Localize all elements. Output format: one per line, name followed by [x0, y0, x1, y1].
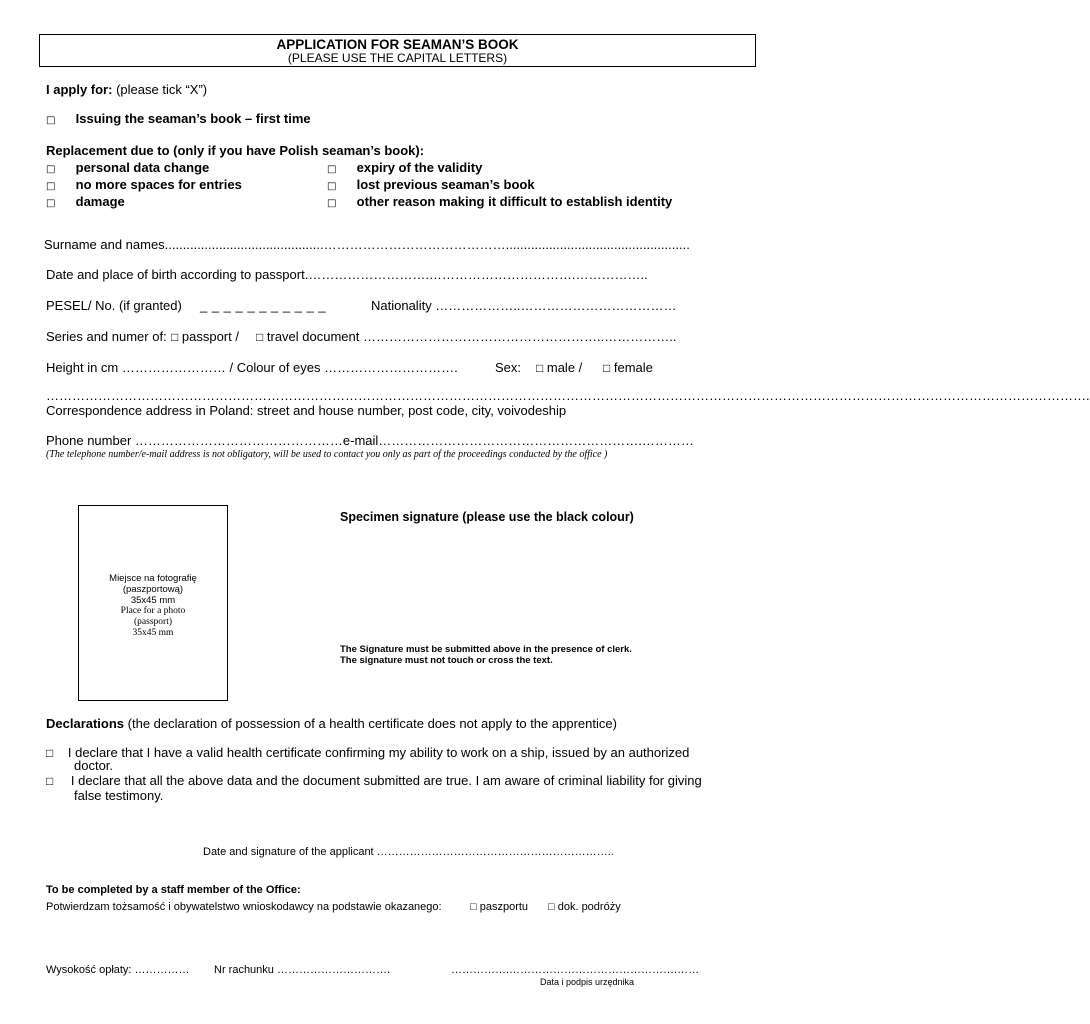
pesel-label: PESEL/ No. (if granted) — [46, 298, 182, 313]
form-title: APPLICATION FOR SEAMAN’S BOOK — [276, 37, 519, 52]
photo-label-en-1: Place for a photo — [120, 606, 186, 616]
surname-field[interactable]: Surname and names............................................……………………………………................................................... — [44, 237, 690, 252]
nationality-field[interactable]: Nationality ………………..……………………………… — [371, 298, 677, 313]
confirm-travel-doc-option[interactable] — [548, 901, 621, 913]
address-label: Correspondence address in Poland: street and house number, post code, city, voivodeship — [46, 403, 567, 418]
checkbox-icon[interactable]: □ — [327, 198, 337, 209]
photo-placeholder — [78, 505, 228, 701]
series-label: Series and numer of: — [46, 329, 167, 344]
replacement-option-other[interactable] — [327, 194, 672, 209]
passport-label: passport / — [181, 329, 239, 344]
declaration-1-text-cont: doctor. — [74, 758, 114, 773]
photo-label-pl-2: (paszportową) — [122, 584, 184, 595]
passport-option[interactable] — [171, 329, 239, 344]
checkbox-icon[interactable]: □ — [536, 361, 544, 375]
office-heading: To be completed by a staff member of the Office: — [46, 884, 301, 896]
apply-for-hint: (please tick “X”) — [116, 82, 208, 97]
checkbox-icon[interactable]: □ — [548, 901, 555, 913]
form-title-box — [39, 34, 756, 67]
photo-label-en-3: 35x45 mm — [132, 628, 174, 638]
pesel-input[interactable]: _ _ _ _ _ _ _ _ _ _ _ — [200, 298, 327, 313]
photo-label-pl-1: Miejsce na fotografię — [109, 573, 197, 584]
sex-male-option[interactable] — [536, 360, 582, 375]
sex-label: Sex: — [495, 360, 522, 375]
checkbox-icon[interactable]: □ — [46, 746, 54, 760]
checkbox-icon[interactable]: □ — [327, 164, 337, 175]
checkbox-icon[interactable]: □ — [171, 330, 179, 344]
declaration-2[interactable] — [46, 773, 702, 788]
paszport-label: paszportu — [479, 901, 529, 913]
checkbox-icon[interactable]: □ — [46, 181, 56, 192]
checkbox-icon[interactable]: □ — [327, 181, 337, 192]
declarations-heading — [46, 716, 617, 731]
sex-female-option[interactable] — [603, 360, 653, 375]
replacement-option-expiry[interactable] — [327, 160, 482, 175]
fee-field[interactable]: Wysokość opłaty: …………… — [46, 964, 190, 976]
form-subtitle: (PLEASE USE THE CAPITAL LETTERS) — [287, 51, 508, 65]
declaration-2-text: I declare that all the above data and the document submitted are true. I am aware of criminal liability for giving — [70, 773, 702, 788]
male-label: male / — [546, 360, 583, 375]
signature-area[interactable] — [340, 528, 720, 638]
declaration-1[interactable] — [46, 745, 689, 760]
clerk-signature-label: Data i podpis urzędnika — [540, 977, 635, 987]
checkbox-icon[interactable]: □ — [470, 901, 477, 913]
option-label: other reason making it difficult to establish identity — [356, 194, 673, 209]
travel-document-option[interactable] — [256, 329, 722, 344]
option-label: lost previous seaman’s book — [356, 177, 535, 192]
signature-note-1: The Signature must be submitted above in the presence of clerk. — [340, 644, 632, 655]
phone-email-field[interactable]: Phone number …………………………………………e-mail…………………………………………………….………… — [46, 433, 694, 448]
declarations-hint: (the declaration of possession of a health certificate does not apply to the apprentice) — [127, 716, 617, 731]
option-label: personal data change — [75, 160, 210, 175]
declaration-2-text-cont: false testimony. — [74, 788, 164, 803]
first-issue-label: Issuing the seaman’s book – first time — [75, 111, 311, 126]
signature-note-2: The signature must not touch or cross the text. — [340, 655, 553, 666]
phone-note: (The telephone number/e-mail address is not obligatory, will be used to contact you only as part of the proceedings conducted by the office ) — [46, 449, 608, 460]
female-label: female — [613, 360, 653, 375]
travel-document-label: travel document ………………………………………………..…………….. — [266, 329, 677, 344]
option-label: expiry of the validity — [356, 160, 483, 175]
applicant-signature-field[interactable]: Date and signature of the applicant ……………………………………………………….. — [203, 846, 614, 858]
replacement-option-lost[interactable] — [327, 177, 535, 192]
checkbox-icon[interactable]: □ — [603, 361, 611, 375]
first-issue-option[interactable] — [46, 111, 311, 126]
apply-for-line — [46, 82, 207, 97]
option-label: no more spaces for entries — [75, 177, 242, 192]
option-label: damage — [75, 194, 125, 209]
address-input[interactable]: ……………………………………………………………………………………………………………………………………………………………………………………………………………………. — [46, 388, 1090, 403]
declaration-1-text: I declare that I have a valid health certificate confirming my ability to work on a ship, issued by an authorized — [67, 745, 690, 760]
photo-label-en-2: (passport) — [134, 617, 172, 627]
replacement-option-personal-data[interactable] — [46, 160, 209, 175]
clerk-signature-field[interactable]: …………….……………………………………….…… — [451, 964, 700, 976]
height-eyes-field[interactable]: Height in cm …………………… / Colour of eyes …………………………. — [46, 360, 458, 375]
checkbox-icon[interactable]: □ — [46, 198, 56, 209]
replacement-option-no-spaces[interactable] — [46, 177, 242, 192]
replacement-option-damage[interactable] — [46, 194, 125, 209]
replacement-heading: Replacement due to (only if you have Polish seaman’s book): — [46, 143, 425, 158]
checkbox-icon[interactable]: □ — [46, 774, 54, 788]
account-field[interactable]: Nr rachunku …………………………. — [214, 964, 391, 976]
dok-label: dok. podróży — [557, 901, 621, 913]
birth-field[interactable]: Date and place of birth according to passport.……………………….…………………………….…………….. — [46, 267, 648, 282]
identity-confirmation: Potwierdzam tożsamość i obywatelstwo wnioskodawcy na podstawie okazanego: — [46, 901, 442, 913]
checkbox-icon[interactable]: □ — [256, 330, 264, 344]
confirm-passport-option[interactable] — [470, 901, 528, 913]
checkbox-icon[interactable]: □ — [46, 164, 56, 175]
photo-label-pl-3: 35x45 mm — [130, 595, 176, 606]
specimen-signature-heading: Specimen signature (please use the black colour) — [340, 510, 634, 524]
apply-for-label: I apply for: — [46, 82, 113, 97]
declarations-label: Declarations — [46, 716, 125, 731]
checkbox-icon[interactable]: □ — [46, 115, 56, 126]
